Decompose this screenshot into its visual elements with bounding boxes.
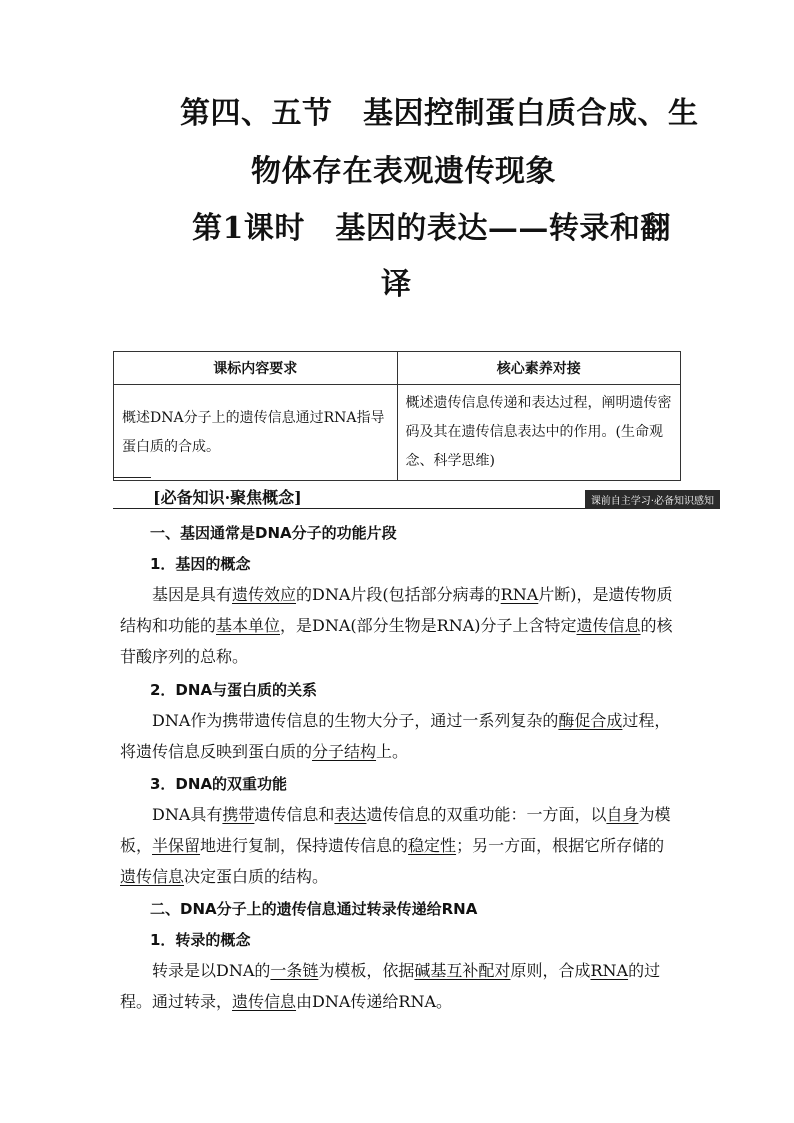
subheading-gene-concept: 1．基因的概念 [150,555,251,573]
table-cell-competency: 概述遗传信息传递和表达过程，阐明遗传密码及其在遗传信息表达中的作用。(生命观念、科学思维) [397,385,681,481]
heading-1: 一、基因通常是DNA分子的功能片段 [150,524,397,542]
section-header-label: [必备知识·聚焦概念] [153,488,302,507]
paragraph-dna-protein: DNA作为携带遗传信息的生物大分子，通过一系列复杂的酶促合成过程，将遗传信息反映到蛋白质的分子结构上。 [120,711,671,761]
table-header-competency: 核心素养对接 [397,352,681,385]
underline-term: 半保留 [152,836,201,855]
section-header [113,485,720,511]
table-cell-curriculum: 概述DNA分子上的遗传信息通过RNA指导蛋白质的合成。 [114,385,398,481]
underline-term: RNA [500,585,539,604]
requirements-table [113,351,681,481]
subheading-dna-dual-function: 3．DNA的双重功能 [150,775,288,793]
paragraph-transcription-concept: 转录是以DNA的一条链为模板，依据碱基互补配对原则，合成RNA的过程。通过转录，遗传信息由DNA传递给RNA。 [120,961,661,1011]
underline-term: 遗传信息 [232,992,297,1011]
underline-term: 碱基互补配对 [414,961,511,980]
underline-term: 稳定性 [408,836,457,855]
paragraph-gene-concept: 基因是具有遗传效应的DNA片段(包括部分病毒的RNA片断)，是遗传物质结构和功能的基本单位，是DNA(部分生物是RNA)分子上含特定遗传信息的核苷酸序列的总称。 [120,585,673,666]
underline-term: 一条链 [270,961,319,980]
underline-term: 自身 [606,805,639,824]
underline-term: 遗传信息 [120,867,185,886]
underline-term: 遗传信息 [576,616,641,635]
table-tick-divider [113,477,151,478]
underline-term: 分子结构 [312,742,377,761]
underline-term: 遗传效应 [232,585,297,604]
subheading-transcription-concept: 1．转录的概念 [150,931,251,949]
lesson-title-line2: 译 [381,267,412,302]
underline-term: 酶促合成 [558,711,623,730]
section-title-line1: 第四、五节 基因控制蛋白质合成、生 [180,96,699,131]
subheading-dna-protein: 2．DNA与蛋白质的关系 [150,681,318,699]
heading-2: 二、DNA分子上的遗传信息通过转录传递给RNA [150,900,478,918]
underline-term: 携带 [222,805,255,824]
paragraph-dna-dual-function: DNA具有携带遗传信息和表达遗传信息的双重功能：一方面，以自身为模板，半保留地进行复制，保持遗传信息的稳定性；另一方面，根据它所存储的遗传信息决定蛋白质的结构。 [120,805,671,886]
section-title-line2: 物体存在表观遗传现象 [251,154,556,189]
underline-term: RNA [590,961,629,980]
underline-term: 基本单位 [216,616,281,635]
lesson-title-line1: 第1课时 基因的表达——转录和翻 [192,211,671,246]
section-header-tag: 课前自主学习·必备知识感知 [585,490,720,509]
underline-term: 表达 [334,805,367,824]
table-header-curriculum: 课标内容要求 [114,352,398,385]
